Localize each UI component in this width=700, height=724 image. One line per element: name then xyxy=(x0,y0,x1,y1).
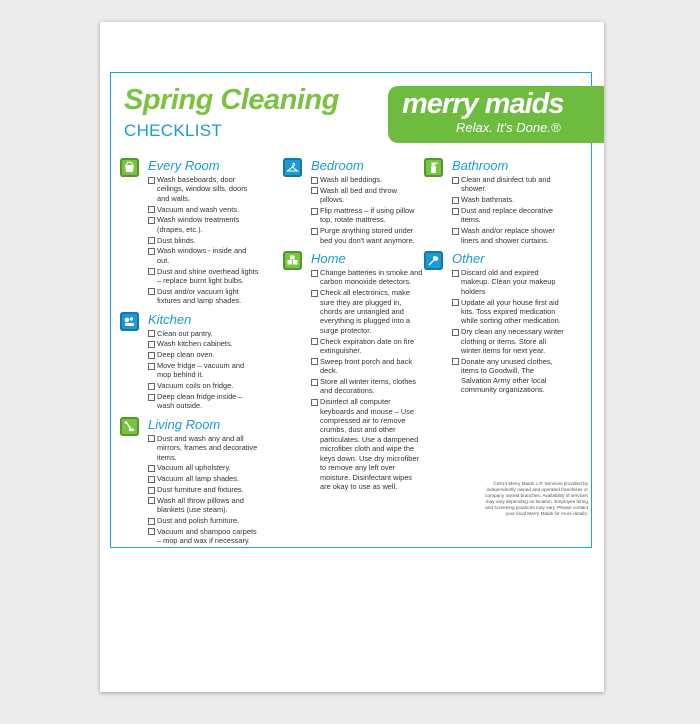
section-living-room xyxy=(120,416,260,546)
brand-logo xyxy=(388,86,604,143)
section-kitchen xyxy=(120,311,260,411)
hanger-icon xyxy=(283,158,302,177)
checklist-item: Vacuum all lamp shades. xyxy=(148,474,260,483)
cleaning-bucket-icon xyxy=(120,158,139,177)
checklist-items xyxy=(148,434,260,546)
checklist-item: Deep clean fridge inside – wash outside. xyxy=(148,392,260,411)
page-title: Spring Cleaning xyxy=(124,84,339,116)
checklist-item: Clean and disinfect tub and shower. xyxy=(452,175,564,194)
section-every-room xyxy=(120,157,260,306)
checklist-item: Dry clean any necessary winter clothing or items. Store all winter items for next year. xyxy=(452,327,564,355)
brand-tagline: Relax. It's Done.® xyxy=(456,120,561,135)
section-title: Living Room xyxy=(148,416,221,432)
checklist-item: Check all electronics, make sure they are plugged in, chords are untangled and everything is plugged into a surge protector. xyxy=(311,288,423,335)
section-bedroom xyxy=(283,157,423,245)
section-title: Every Room xyxy=(148,158,220,173)
feather-duster-icon xyxy=(424,251,443,270)
checklist-item: Wash window treatments (drapes, etc.). xyxy=(148,215,260,234)
checklist-item: Clean out pantry. xyxy=(148,329,260,338)
vacuum-icon xyxy=(120,417,139,436)
checklist-item: Dust and/or vacuum light fixtures and lamp shades. xyxy=(148,287,260,306)
legal-footnote: ©2014 Merry Maids L.P. Services provided by independently owned and operated franchises or company owned branches. Availability of services may vary depending on location. Employee hiring and screening practices may vary. Please contact your local Merry Maids for more details. xyxy=(485,481,588,516)
column-right xyxy=(424,157,564,399)
checklist-item: Sweep front porch and back deck. xyxy=(311,357,423,376)
checklist-item: Deep clean oven. xyxy=(148,350,260,359)
checklist-item: Dust and wash any and all mirrors, frames and decorative items. xyxy=(148,434,260,462)
brand-name: merry maids xyxy=(402,88,564,120)
checklist-items xyxy=(148,175,260,306)
checklist-item: Flip mattress – if using pillow top, rotate mattress. xyxy=(311,206,423,225)
checklist-item: Vacuum coils on fridge. xyxy=(148,381,260,390)
checklist-item: Vacuum and shampoo carpets – mop and wax if necessary. xyxy=(148,527,260,546)
section-title: Home xyxy=(311,251,346,267)
column-middle xyxy=(283,157,423,496)
checklist-item: Move fridge – vacuum and mop behind it. xyxy=(148,361,260,380)
checklist-item: Wash all beddings. xyxy=(311,175,423,184)
checklist-item: Dust and shine overhead lights – replace burnt light bulbs. xyxy=(148,267,260,286)
checklist-item: Vacuum and wash vents. xyxy=(148,205,260,214)
checklist-item: Disinfect all computer keyboards and mouse – Use compressed air to remove crumbs, dust and other particulates. Use a dampened microfiber cloth and wipe the keys down. Use dry microfiber to remove any left over moisture. Disinfectant wipes are okay to use as well. xyxy=(311,397,423,491)
checklist-page xyxy=(100,22,604,692)
storage-boxes-icon xyxy=(283,251,302,270)
checklist-item: Dust and replace decorative items. xyxy=(452,206,564,225)
checklist-item: Wash baseboards, door ceilings, window sills, doors and walls. xyxy=(148,175,260,203)
checklist-item: Purge anything stored under bed you don't want anymore. xyxy=(311,226,423,245)
column-left xyxy=(120,157,260,551)
section-home xyxy=(283,250,423,491)
checklist-items xyxy=(311,175,423,245)
section-bathroom xyxy=(424,157,564,245)
checklist-item: Update all your house first aid kits. Toss expired medication while sorting other medication. xyxy=(452,298,564,326)
checklist-item: Donate any unused clothes, items to Goodwill, The Salvation Army other local community organizations. xyxy=(452,357,564,395)
section-title: Other xyxy=(452,251,485,267)
section-title: Bedroom xyxy=(311,158,364,173)
section-other xyxy=(424,250,564,394)
checklist-item: Wash all throw pillows and blankets (use steam). xyxy=(148,496,260,515)
dish-sponge-icon xyxy=(120,312,139,331)
checklist-item: Discard old and expired makeup. Clean your makeup holders xyxy=(452,268,564,296)
checklist-item: Wash windows - inside and out. xyxy=(148,246,260,265)
section-title: Kitchen xyxy=(148,311,192,327)
checklist-item: Dust and polish furniture. xyxy=(148,516,260,525)
checklist-item: Wash bathmats. xyxy=(452,195,564,204)
checklist-item: Wash kitchen cabinets. xyxy=(148,339,260,348)
section-title: Bathroom xyxy=(452,158,509,173)
checklist-items xyxy=(452,268,564,394)
checklist-item: Dust furniture and fixtures. xyxy=(148,485,260,494)
checklist-items xyxy=(311,268,423,491)
checklist-item: Wash and/or replace shower liners and shower curtains. xyxy=(452,226,564,245)
checklist-item: Dust blinds. xyxy=(148,236,260,245)
checklist-item: Check expiration date on fire extinguisher. xyxy=(311,337,423,356)
checklist-item: Change batteries in smoke and carbon monoxide detectors. xyxy=(311,268,423,287)
checklist-item: Store all winter items, clothes and decorations. xyxy=(311,377,423,396)
checklist-items xyxy=(452,175,564,245)
checklist-item: Wash all bed and throw pillows. xyxy=(311,186,423,205)
checklist-items xyxy=(148,329,260,411)
page-subtitle: CHECKLIST xyxy=(124,121,223,140)
spray-bottle-icon xyxy=(424,158,443,177)
checklist-item: Vacuum all upholstery. xyxy=(148,463,260,472)
